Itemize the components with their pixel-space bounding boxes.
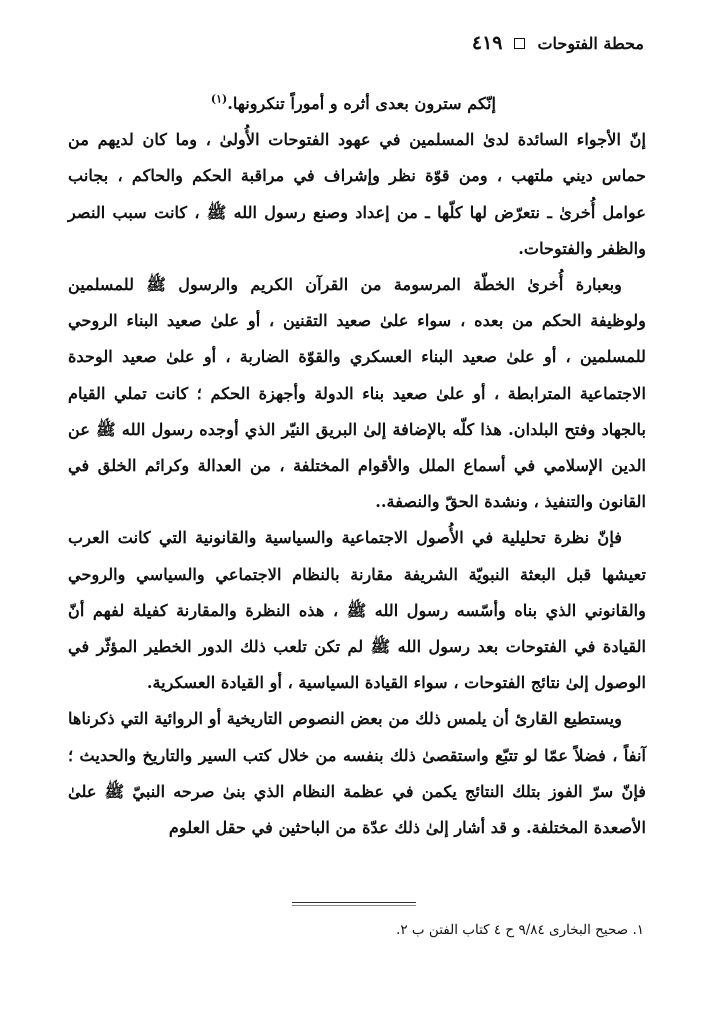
- paragraph-3: فإنّ نظرة تحليلية في الأُصول الاجتماعية والسياسية والقانونية التي كانت العرب تعيشها قبل البعثة النبويّة الشريفة مقارنة بالنظام الاجتماعي والسياسي والروحي والقانوني الذي بناه وأسّسه رسول الله ﷺ ، هذه النظرة والمقارنة كفيلة لفهم أنّ القيادة في الفتوحات بعد رسول الله ﷺ لم تكن تلعب ذلك الدور الخطير المؤثّر في الوصول إلىٰ نتائج الفتوحات ، سواء القيادة السياسية ، أو القيادة العسكرية.: [68, 528, 646, 693]
- quote-text: إنّكم سترون بعدى أثره و أموراً تنكرونها.: [227, 94, 496, 113]
- page-header: [72, 30, 644, 56]
- main-text: [68, 86, 646, 846]
- hadith-quote: [68, 86, 646, 122]
- separator-square-icon: [514, 38, 525, 49]
- footnote-marker: (١): [210, 92, 228, 106]
- paragraph-1: إنّ الأجواء السائدة لدىٰ المسلمين في عهود الفتوحات الأُولىٰ ، وما كان لديهم من حماس ديني ملتهب ، ومن قوّة نظر وإشراف في مراقبة الحكم والحاكم ، بجانب عوامل أُخرىٰ ـ نتعرّض لها كلّها ـ من إعداد وصنع رسول الله ﷺ ، كانت سبب النصر والظفر والفتوحات.: [68, 130, 646, 258]
- paragraph-2: وبعبارة أُخرىٰ الخطّة المرسومة من القرآن الكريم والرسول ﷺ للمسلمين ولوظيفة الحكم من بعده ، سواء علىٰ صعيد التقنين ، أو علىٰ صعيد البناء الروحي للمسلمين ، أو علىٰ صعيد البناء العسكري والقوّة الضاربة ، أو علىٰ صعيد الوحدة الاجتماعية المترابطة ، أو علىٰ صعيد بناء الدولة وأجهزة الحكم ؛ كانت تملي القيام بالجهاد وفتح البلدان. هذا كلّه بالإضافة إلىٰ البريق النيّر الذي أوجده رسول الله ﷺ عن الدين الإسلامي في أسماع الملل والأقوام المختلفة ، من العدالة وكرائم الخلق في القانون والتنفيذ ، ونشدة الحقّ والنصفة..: [68, 275, 646, 512]
- running-title: محطة الفتوحات: [537, 33, 644, 53]
- footnote: ١. صحيح البخارى ٩/٨٤ ح ٤ كتاب الفتن ب ٢.: [396, 922, 644, 938]
- paragraph-4: ويستطيع القارئ أن يلمس ذلك من بعض النصوص التاريخية أو الروائية التي ذكرناها آنفاً ، فضلاً عمّا لو تتبّع واستقصىٰ ذلك بنفسه من خلال كتب السير والتاريخ والحديث ؛ فإنّ سرّ الفوز بتلك النتائج يكمن في عظمة النظام الذي بنىٰ صرحه النبيّ ﷺ علىٰ الأصعدة المختلفة. و قد أشار إلىٰ ذلك عدّة من الباحثين في حقل العلوم: [68, 709, 646, 838]
- footnote-divider-secondary: [292, 905, 416, 906]
- footnote-divider: [292, 902, 416, 903]
- page-number: ٤١٩: [471, 32, 503, 54]
